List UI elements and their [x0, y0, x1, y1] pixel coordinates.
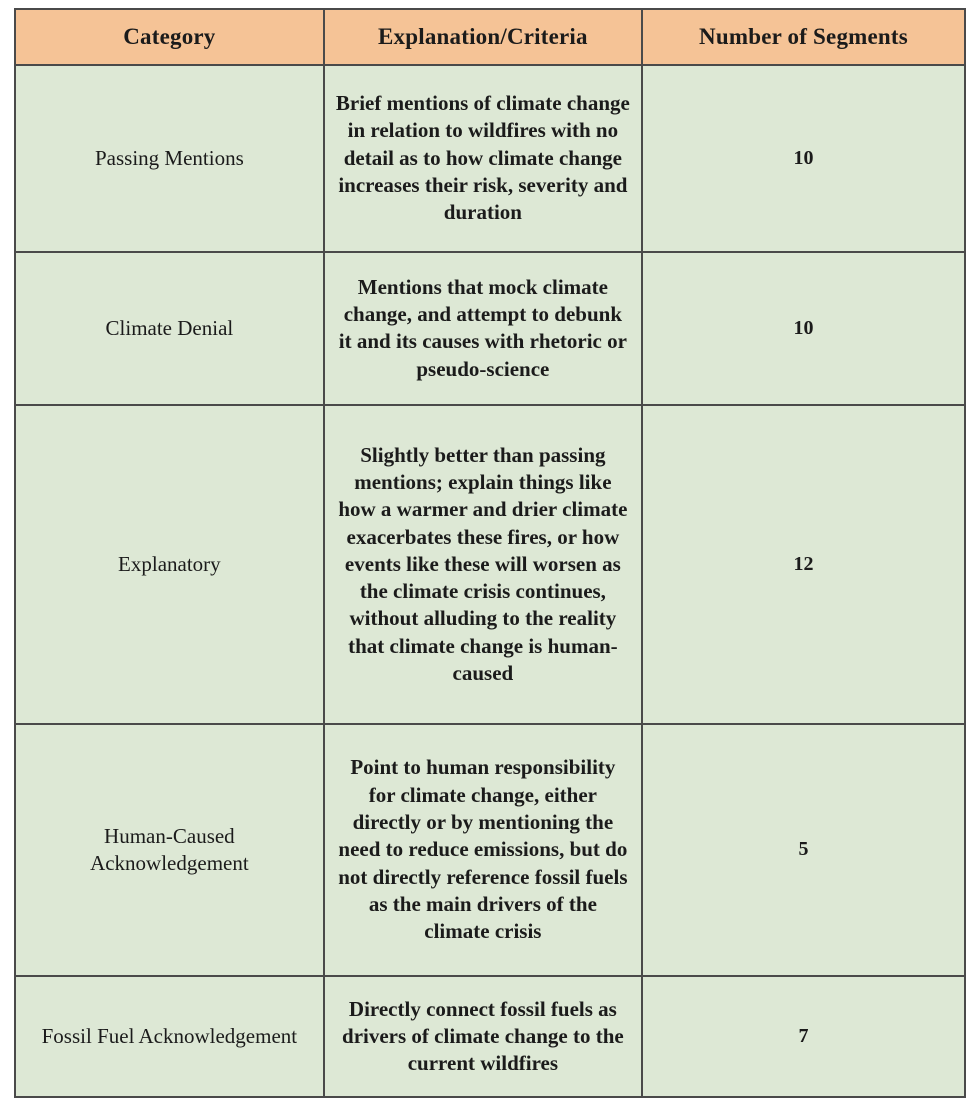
cell-category: Passing Mentions	[15, 65, 324, 252]
cell-explanation: Point to human responsibility for climate change, either directly or by mentioning the need to reduce emissions, but do not directly reference fossil fuels as the main drivers of the climate crisis	[324, 724, 642, 977]
cell-category: Explanatory	[15, 405, 324, 724]
cell-number-of-segments: 12	[642, 405, 965, 724]
cell-explanation: Mentions that mock climate change, and attempt to debunk it and its causes with rhetoric or pseudo-science	[324, 252, 642, 406]
cell-category: Human-Caused Acknowledgement	[15, 724, 324, 977]
cell-number-of-segments: 7	[642, 976, 965, 1097]
column-header-number-of-segments: Number of Segments	[642, 9, 965, 65]
cell-number-of-segments: 10	[642, 65, 965, 252]
table-header-row	[15, 9, 965, 65]
column-header-explanation: Explanation/Criteria	[324, 9, 642, 65]
cell-category: Fossil Fuel Acknowledgement	[15, 976, 324, 1097]
table-row	[15, 976, 965, 1097]
cell-number-of-segments: 10	[642, 252, 965, 406]
cell-explanation: Brief mentions of climate change in relation to wildfires with no detail as to how climate change increases their risk, severity and duration	[324, 65, 642, 252]
table-row	[15, 65, 965, 252]
category-criteria-table	[14, 8, 966, 1098]
column-header-category: Category	[15, 9, 324, 65]
table-body	[15, 65, 965, 1097]
table-row	[15, 252, 965, 406]
table-header	[15, 9, 965, 65]
table-row	[15, 724, 965, 977]
cell-category: Climate Denial	[15, 252, 324, 406]
table-row	[15, 405, 965, 724]
cell-number-of-segments: 5	[642, 724, 965, 977]
cell-explanation: Directly connect fossil fuels as drivers of climate change to the current wildfires	[324, 976, 642, 1097]
cell-explanation: Slightly better than passing mentions; explain things like how a warmer and drier climate exacerbates these fires, or how events like these will worsen as the climate crisis continues, without alluding to the reality that climate change is human-caused	[324, 405, 642, 724]
